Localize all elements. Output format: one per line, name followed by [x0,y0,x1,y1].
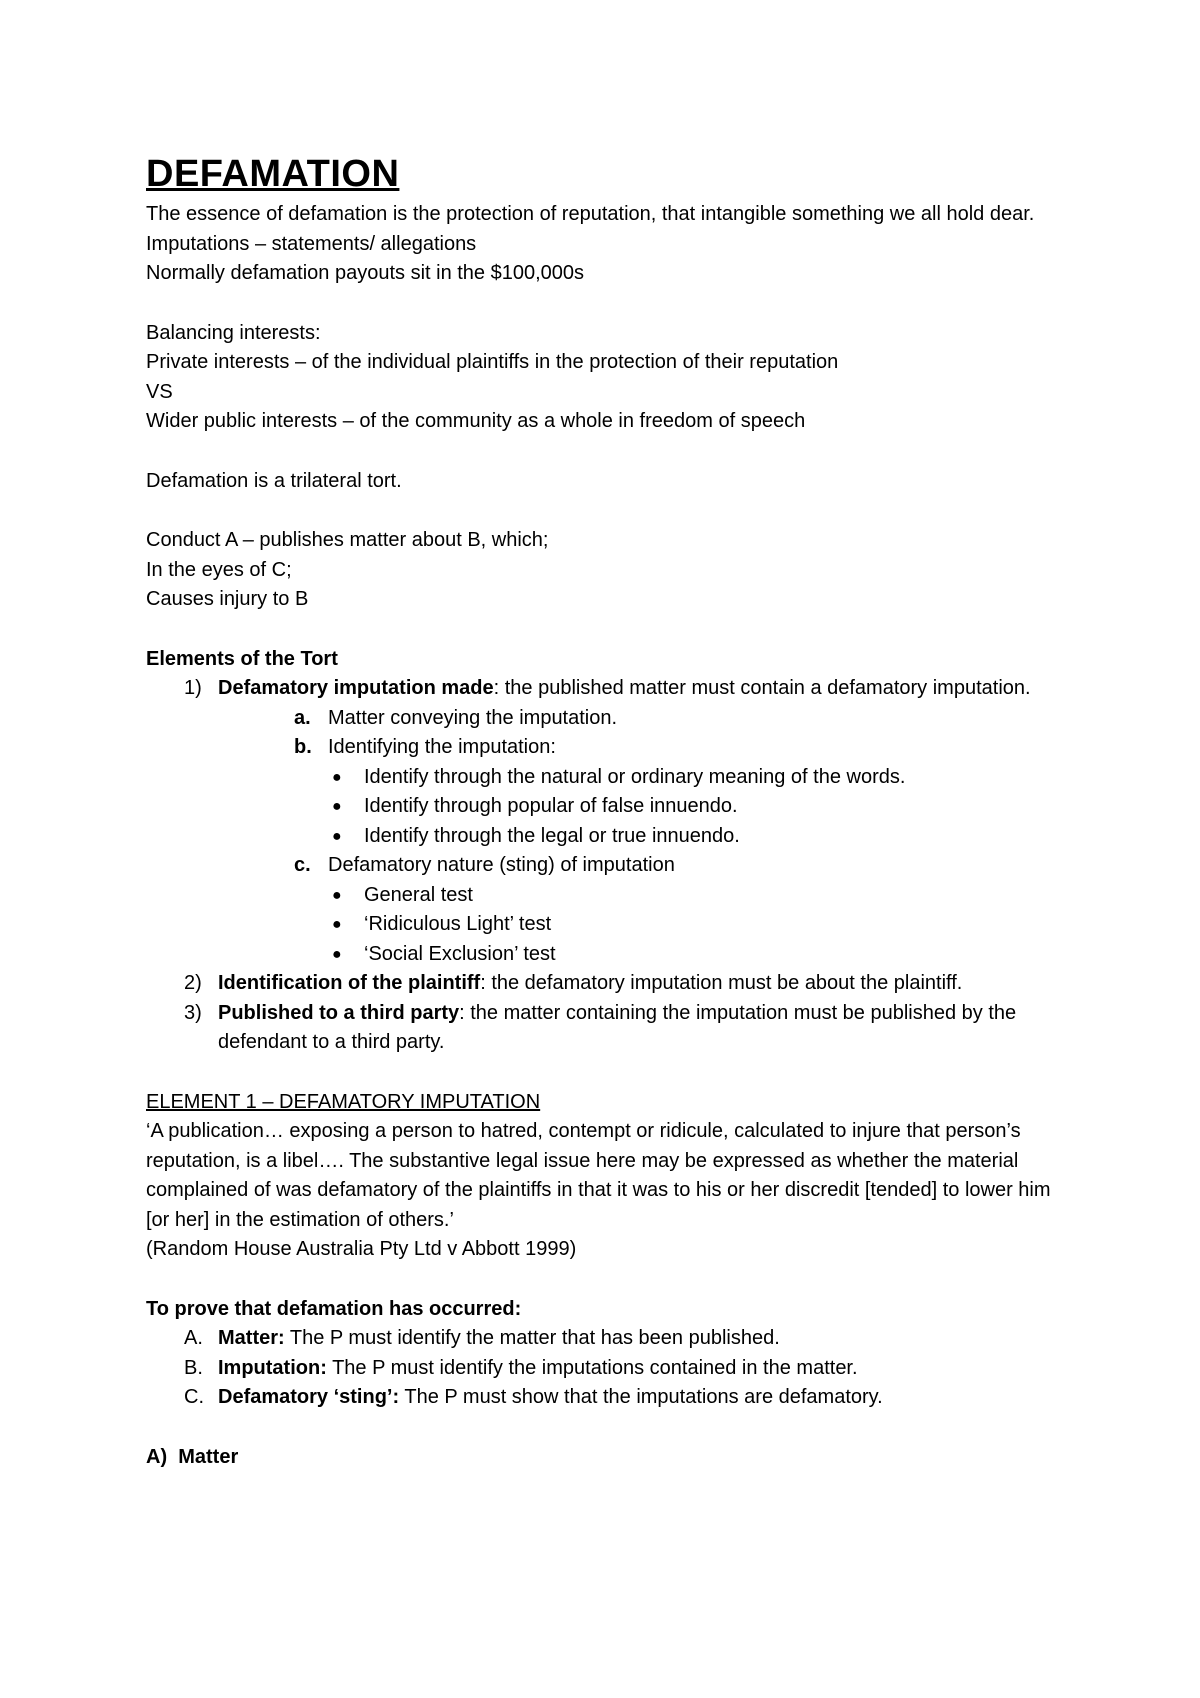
conduct-line-3: Causes injury to B [146,588,309,610]
element1-citation: (Random House Australia Pty Ltd v Abbott 1999) [146,1238,577,1260]
element-item-text: : the defamatory imputation must be about the plaintiff. [480,972,963,994]
balancing-heading: Balancing interests: [146,321,321,344]
bullet-item [146,792,1066,822]
element1-heading: ELEMENT 1 – DEFAMATORY IMPUTATION [146,1090,541,1113]
bullet-item [146,940,1066,970]
balancing-private: Private interests – of the individual plaintiffs in the protection of their reputation [146,351,839,373]
bullet-item [146,881,1066,911]
prove-item-c [146,1383,1066,1413]
list-marker: 2) [184,972,202,994]
element-item-label: Defamatory imputation made [218,677,494,699]
list-marker: A. [184,1327,203,1349]
element-item-text: : the matter containing the imputation must be published by the defendant to a third party. [218,1001,1017,1053]
bullet-text: Identify through popular of false innuendo. [364,795,738,817]
element-item-3 [146,999,1066,1058]
prove-item-b [146,1354,1066,1384]
intro-payouts: Normally defamation payouts sit in the $100,000s [146,262,585,284]
page-title: DEFAMATION [146,153,400,195]
trilateral-statement: Defamation is a trilateral tort. [146,469,402,492]
list-marker: C. [184,1386,204,1408]
document-page [146,150,1066,1472]
element-item-1 [146,674,1066,704]
bullet-icon: ● [332,827,342,845]
prove-item-text: The P must identify the matter that has been published. [284,1327,780,1349]
bullet-icon: ● [332,945,342,963]
list-marker: c. [294,854,311,876]
bullet-icon: ● [332,916,342,933]
bullet-item [146,763,1066,793]
element-item-text: : the published matter must contain a defamatory imputation. [493,677,1031,699]
element-item-label: Published to a third party [218,1001,460,1024]
sub-item-text: Defamatory nature (sting) of imputation [328,854,675,876]
prove-item-label: Matter: [218,1327,285,1349]
list-marker: 1) [184,677,202,699]
element-item-label: Identification of the plaintiff [218,972,481,994]
sub-item-a [146,704,1066,734]
element-item-2 [146,969,1066,999]
section-label: Matter [178,1445,239,1468]
prove-item-text: The P must identify the imputations contained in the matter. [326,1356,858,1379]
bullet-text: Identify through the legal or true innuendo. [364,824,740,847]
conduct-line-2: In the eyes of C; [146,558,292,581]
balancing-public: Wider public interests – of the community as a whole in freedom of speech [146,410,806,432]
list-marker: B. [184,1356,203,1379]
list-marker: 3) [184,1001,202,1024]
elements-heading: Elements of the Tort [146,647,338,670]
prove-item-label: Imputation: [218,1356,327,1379]
bullet-item [146,910,1066,940]
intro-imputations: Imputations – statements/ allegations [146,232,477,255]
bullet-icon: ● [332,886,342,904]
list-marker: a. [294,706,311,729]
bullet-item [146,822,1066,852]
bullet-text: Identify through the natural or ordinary meaning of the words. [364,765,906,788]
section-marker: A) [146,1445,168,1468]
element1-quote: ‘A publication… exposing a person to hatred, contempt or ridicule, calculated to injure that person’s reputation, is a libel…. The substantive legal issue here may be expressed as whether the material complained of was defamatory of the plaintiffs in that it was to his or her discredit [tended] to lower him [or her] in the estimation of others.’ [146,1120,1051,1231]
prove-item-a [146,1324,1066,1354]
bullet-text: General test [364,883,473,906]
conduct-line-1: Conduct A – publishes matter about B, which; [146,529,549,551]
prove-item-text: The P must show that the imputations are defamatory. [399,1386,883,1408]
sub-item-c [146,851,1066,881]
bullet-icon: ● [332,798,342,815]
section-a-heading [146,1443,1066,1473]
prove-heading: To prove that defamation has occurred: [146,1297,522,1320]
prove-item-label: Defamatory ‘sting’: [218,1386,400,1408]
bullet-text: ‘Ridiculous Light’ test [364,913,552,935]
sub-item-b [146,733,1066,763]
sub-item-text: Matter conveying the imputation. [328,706,618,729]
sub-item-text: Identifying the imputation: [328,736,556,758]
intro-essence: The essence of defamation is the protection of reputation, that intangible something we all hold dear. [146,203,1035,225]
list-marker: b. [294,736,312,758]
bullet-text: ‘Social Exclusion’ test [364,942,556,965]
bullet-icon: ● [332,768,342,786]
balancing-vs: VS [146,380,173,403]
